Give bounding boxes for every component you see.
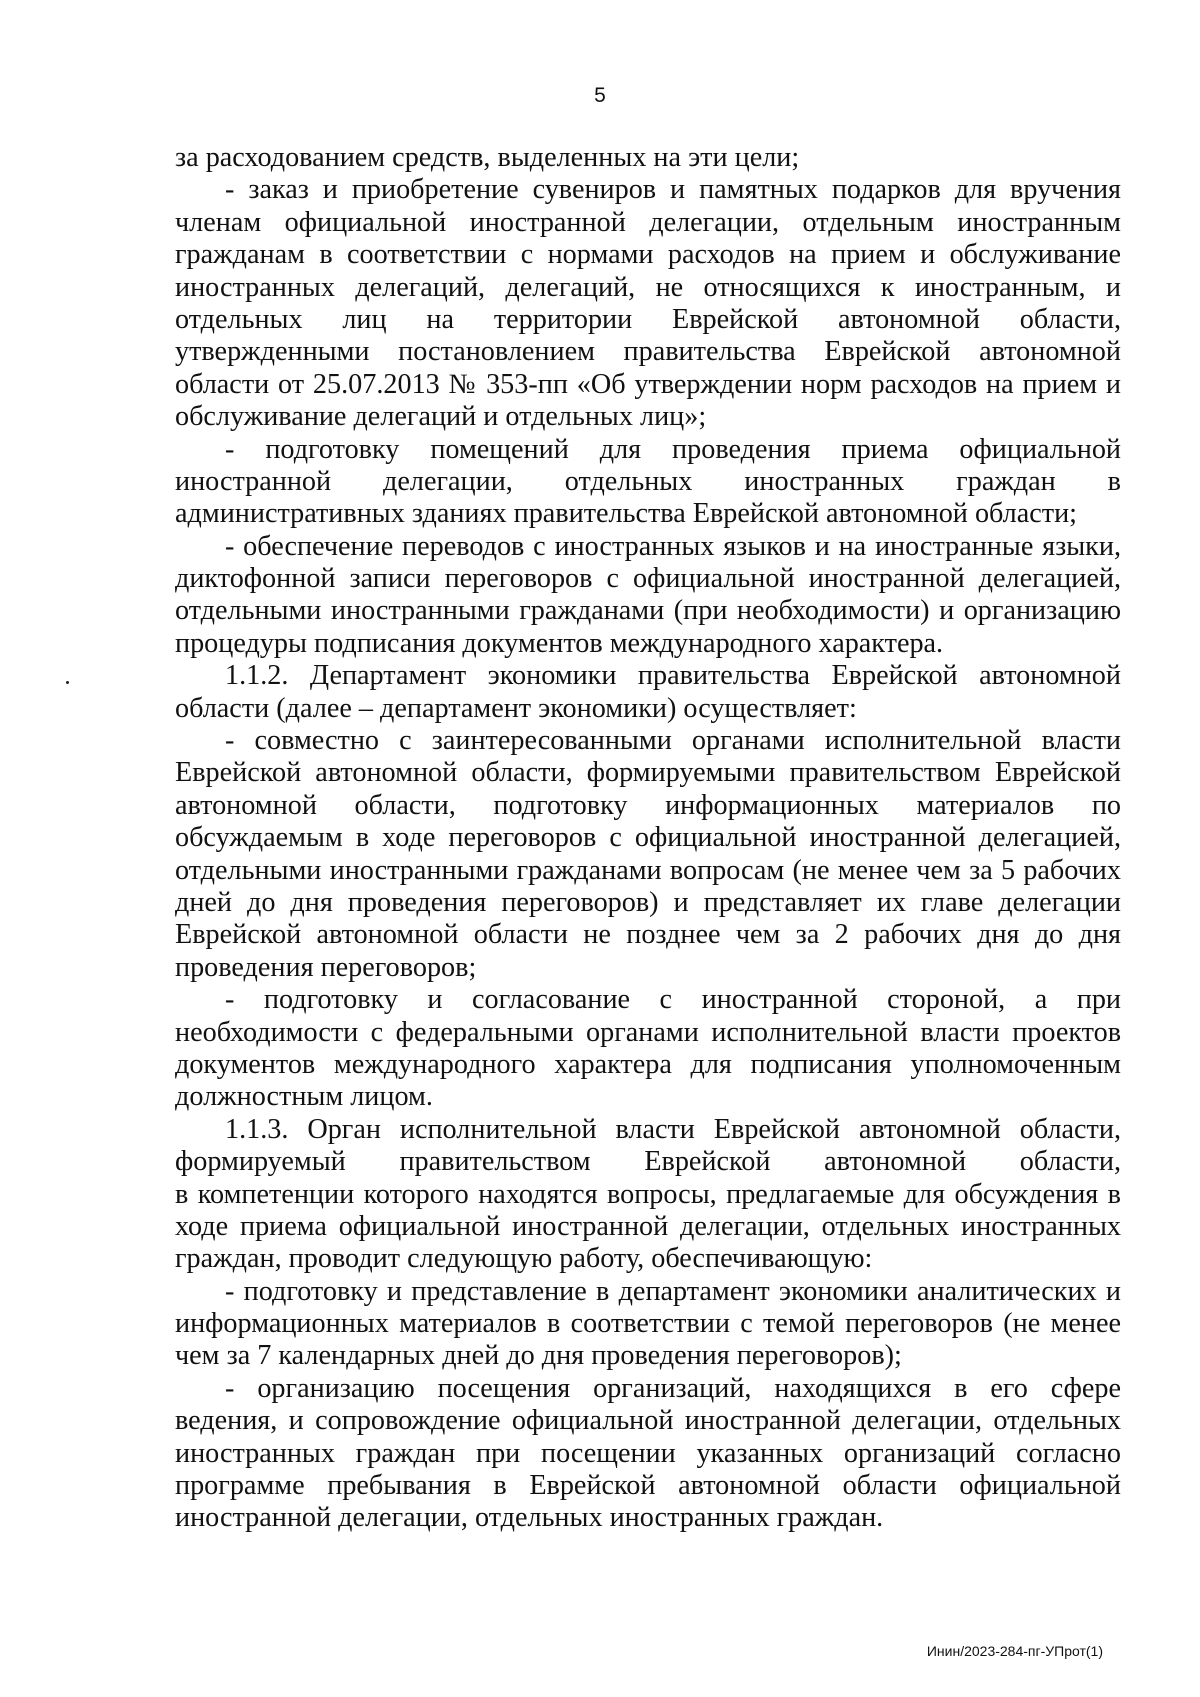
text-line: диктофонной записи переговоров с официальной иностранной делегацией, <box>175 563 1121 595</box>
text-line: административных зданиях правительства Еврейской автономной области; <box>175 498 1077 530</box>
text-line: - подготовку и согласование с иностранной стороной, а при <box>225 984 1121 1016</box>
text-line: иностранных делегаций, делегаций, не относящихся к иностранным, и <box>175 271 1121 303</box>
text-line: ходе приема официальной иностранной делегации, отдельных иностранных <box>175 1210 1121 1242</box>
text-line: - подготовку помещений для проведения приема официальной <box>225 433 1121 465</box>
text-line: формируемый правительством Еврейской автономной области, <box>175 1146 1121 1178</box>
text-line: отдельными иностранными гражданами вопросам (не менее чем за 5 рабочих <box>175 854 1121 886</box>
text-line: ведения, и сопровождение официальной иностранной делегации, отдельных <box>175 1405 1121 1437</box>
text-line: - заказ и приобретение сувениров и памятных подарков для вручения <box>225 174 1121 206</box>
text-line: Еврейской автономной области не позднее чем за 2 рабочих дня до дня <box>175 919 1121 951</box>
text-line: Еврейской автономной области, формируемыми правительством Еврейской <box>175 757 1121 789</box>
text-line: отдельных лиц на территории Еврейской автономной области, <box>175 303 1121 335</box>
text-line: области от 25.07.2013 № 353-пп «Об утверждении норм расходов на прием и <box>175 368 1121 400</box>
document-body <box>175 142 1121 1535</box>
text-line: утвержденными постановлением правительства Еврейской автономной <box>175 336 1121 368</box>
text-line: отдельными иностранными гражданами (при необходимости) и организацию <box>175 595 1121 627</box>
text-line: 1.1.2. Департамент экономики правительства Еврейской автономной <box>225 660 1121 692</box>
document-registration-code: Инин/2023-284-пг-УПрот(1) <box>926 1643 1103 1659</box>
text-line: области (далее – департамент экономики) осуществляет: <box>175 692 857 724</box>
text-line: необходимости с федеральными органами исполнительной власти проектов <box>175 1016 1121 1048</box>
scan-artifact-dot <box>66 681 69 684</box>
text-line: иностранной делегации, отдельных иностранных граждан. <box>175 1502 884 1534</box>
text-line: 1.1.3. Орган исполнительной власти Еврейской автономной области, <box>225 1113 1121 1145</box>
text-line: за расходованием средств, выделенных на эти цели; <box>175 142 800 173</box>
text-line: чем за 7 календарных дней до дня проведения переговоров); <box>175 1340 902 1372</box>
text-line: дней до дня проведения переговоров) и представляет их главе делегации <box>175 886 1121 918</box>
text-line: обсуждаемым в ходе переговоров с официальной иностранной делегацией, <box>175 822 1121 854</box>
text-line: гражданам в соответствии с нормами расходов на прием и обслуживание <box>175 239 1121 271</box>
text-line: документов международного характера для подписания уполномоченным <box>175 1048 1121 1080</box>
text-line: обслуживание делегаций и отдельных лиц»; <box>175 401 707 433</box>
text-line: - организацию посещения организаций, находящихся в его сфере <box>225 1372 1121 1404</box>
text-line: - подготовку и представление в департамент экономики аналитических и <box>225 1275 1121 1307</box>
page-number: 5 <box>594 84 606 107</box>
text-line: должностным лицом. <box>175 1081 433 1113</box>
text-line: иностранных граждан при посещении указанных организаций согласно <box>175 1437 1121 1469</box>
text-line: иностранной делегации, отдельных иностранных граждан в <box>175 465 1121 497</box>
text-line: программе пребывания в Еврейской автономной области официальной <box>175 1470 1121 1502</box>
text-line: автономной области, подготовку информационных материалов по <box>175 789 1121 821</box>
text-line: - совместно с заинтересованными органами исполнительной власти <box>225 725 1121 757</box>
text-line: процедуры подписания документов международного характера. <box>175 627 944 659</box>
text-line: в компетенции которого находятся вопросы, предлагаемые для обсуждения в <box>175 1178 1121 1210</box>
text-line: информационных материалов в соответствии с темой переговоров (не менее <box>175 1308 1121 1340</box>
text-line: членам официальной иностранной делегации, отдельным иностранным <box>175 206 1121 238</box>
text-line: граждан, проводит следующую работу, обеспечивающую: <box>175 1243 873 1275</box>
text-line: проведения переговоров; <box>175 951 477 983</box>
text-line: - обеспечение переводов с иностранных языков и на иностранные языки, <box>225 530 1121 562</box>
